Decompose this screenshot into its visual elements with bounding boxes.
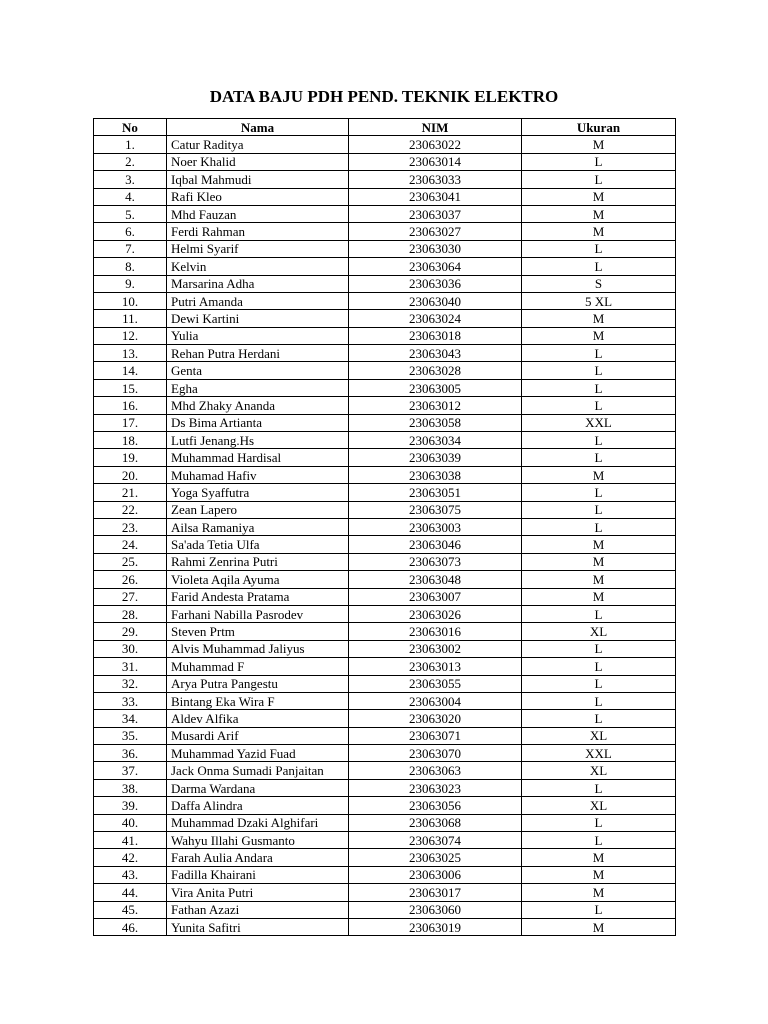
- cell-nim: 23063016: [349, 623, 522, 640]
- cell-ukuran: M: [522, 588, 676, 605]
- cell-nim: 23063074: [349, 832, 522, 849]
- cell-no: 33.: [94, 692, 167, 709]
- table-row: [94, 692, 676, 709]
- cell-nama: Ailsa Ramaniya: [167, 518, 349, 535]
- table-row: [94, 171, 676, 188]
- table-row: [94, 588, 676, 605]
- cell-ukuran: XXL: [522, 414, 676, 431]
- cell-nama: Vira Anita Putri: [167, 884, 349, 901]
- cell-nama: Muhamad Hafiv: [167, 466, 349, 483]
- cell-ukuran: L: [522, 692, 676, 709]
- cell-nim: 23063048: [349, 571, 522, 588]
- table-row: [94, 745, 676, 762]
- cell-ukuran: M: [522, 884, 676, 901]
- cell-nim: 23063027: [349, 223, 522, 240]
- cell-no: 23.: [94, 518, 167, 535]
- cell-no: 10.: [94, 292, 167, 309]
- cell-nim: 23063070: [349, 745, 522, 762]
- cell-ukuran: M: [522, 136, 676, 153]
- table-row: [94, 866, 676, 883]
- table-row: [94, 901, 676, 918]
- cell-nama: Rehan Putra Herdani: [167, 345, 349, 362]
- cell-no: 9.: [94, 275, 167, 292]
- table-row: [94, 918, 676, 935]
- cell-nama: Jack Onma Sumadi Panjaitan: [167, 762, 349, 779]
- cell-ukuran: L: [522, 153, 676, 170]
- cell-no: 20.: [94, 466, 167, 483]
- table-row: [94, 205, 676, 222]
- table-row: [94, 518, 676, 535]
- cell-no: 24.: [94, 536, 167, 553]
- cell-ukuran: M: [522, 553, 676, 570]
- cell-nim: 23063017: [349, 884, 522, 901]
- cell-nama: Fadilla Khairani: [167, 866, 349, 883]
- cell-no: 19.: [94, 449, 167, 466]
- cell-no: 1.: [94, 136, 167, 153]
- cell-ukuran: XL: [522, 623, 676, 640]
- cell-no: 30.: [94, 640, 167, 657]
- cell-no: 7.: [94, 240, 167, 257]
- cell-nim: 23063014: [349, 153, 522, 170]
- cell-ukuran: M: [522, 849, 676, 866]
- cell-nim: 23063036: [349, 275, 522, 292]
- cell-ukuran: M: [522, 188, 676, 205]
- document-title: DATA BAJU PDH PEND. TEKNIK ELEKTRO: [209, 87, 559, 106]
- cell-nim: 23063018: [349, 327, 522, 344]
- cell-nim: 23063024: [349, 310, 522, 327]
- cell-ukuran: M: [522, 310, 676, 327]
- cell-nama: Arya Putra Pangestu: [167, 675, 349, 692]
- cell-nama: Ferdi Rahman: [167, 223, 349, 240]
- cell-nama: Aldev Alfika: [167, 710, 349, 727]
- cell-nim: 23063058: [349, 414, 522, 431]
- cell-nama: Noer Khalid: [167, 153, 349, 170]
- cell-no: 15.: [94, 379, 167, 396]
- cell-nama: Musardi Arif: [167, 727, 349, 744]
- cell-ukuran: XL: [522, 797, 676, 814]
- cell-ukuran: L: [522, 901, 676, 918]
- cell-ukuran: L: [522, 518, 676, 535]
- table-row: [94, 484, 676, 501]
- cell-nama: Genta: [167, 362, 349, 379]
- cell-no: 21.: [94, 484, 167, 501]
- cell-nama: Wahyu Illahi Gusmanto: [167, 832, 349, 849]
- cell-no: 26.: [94, 571, 167, 588]
- member-size-table: [93, 118, 676, 936]
- cell-nama: Egha: [167, 379, 349, 396]
- table-row: [94, 136, 676, 153]
- cell-nim: 23063055: [349, 675, 522, 692]
- cell-nim: 23063019: [349, 918, 522, 935]
- table-row: [94, 362, 676, 379]
- table-row: [94, 397, 676, 414]
- table-row: [94, 153, 676, 170]
- cell-nim: 23063028: [349, 362, 522, 379]
- cell-ukuran: XL: [522, 762, 676, 779]
- header-no: No: [94, 119, 167, 136]
- table-row: [94, 762, 676, 779]
- table-row: [94, 797, 676, 814]
- cell-ukuran: L: [522, 675, 676, 692]
- cell-no: 4.: [94, 188, 167, 205]
- cell-no: 40.: [94, 814, 167, 831]
- table-row: [94, 188, 676, 205]
- cell-nama: Putri Amanda: [167, 292, 349, 309]
- cell-ukuran: M: [522, 571, 676, 588]
- cell-nim: 23063005: [349, 379, 522, 396]
- cell-ukuran: L: [522, 658, 676, 675]
- cell-nama: Rafi Kleo: [167, 188, 349, 205]
- cell-nim: 23063007: [349, 588, 522, 605]
- cell-nama: Muhammad F: [167, 658, 349, 675]
- cell-nim: 23063023: [349, 779, 522, 796]
- table-header-row: [94, 119, 676, 136]
- table-row: [94, 640, 676, 657]
- cell-nama: Fathan Azazi: [167, 901, 349, 918]
- cell-no: 18.: [94, 432, 167, 449]
- cell-no: 17.: [94, 414, 167, 431]
- cell-no: 37.: [94, 762, 167, 779]
- cell-nama: Sa'ada Tetia Ulfa: [167, 536, 349, 553]
- cell-no: 32.: [94, 675, 167, 692]
- cell-nama: Iqbal Mahmudi: [167, 171, 349, 188]
- cell-nama: Marsarina Adha: [167, 275, 349, 292]
- table-row: [94, 658, 676, 675]
- table-row: [94, 553, 676, 570]
- cell-ukuran: L: [522, 640, 676, 657]
- table-row: [94, 466, 676, 483]
- cell-no: 28.: [94, 605, 167, 622]
- cell-no: 46.: [94, 918, 167, 935]
- table-row: [94, 675, 676, 692]
- cell-no: 45.: [94, 901, 167, 918]
- cell-ukuran: L: [522, 379, 676, 396]
- cell-nama: Violeta Aqila Ayuma: [167, 571, 349, 588]
- table-row: [94, 501, 676, 518]
- table-row: [94, 884, 676, 901]
- table-row: [94, 275, 676, 292]
- cell-nama: Farhani Nabilla Pasrodev: [167, 605, 349, 622]
- cell-nama: Yunita Safitri: [167, 918, 349, 935]
- cell-nama: Ds Bima Artianta: [167, 414, 349, 431]
- cell-nim: 23063056: [349, 797, 522, 814]
- cell-ukuran: M: [522, 223, 676, 240]
- cell-no: 12.: [94, 327, 167, 344]
- cell-nim: 23063002: [349, 640, 522, 657]
- cell-ukuran: L: [522, 832, 676, 849]
- table-row: [94, 849, 676, 866]
- cell-nim: 23063033: [349, 171, 522, 188]
- cell-nama: Zean Lapero: [167, 501, 349, 518]
- cell-ukuran: M: [522, 205, 676, 222]
- cell-ukuran: L: [522, 484, 676, 501]
- cell-no: 14.: [94, 362, 167, 379]
- cell-nama: Daffa Alindra: [167, 797, 349, 814]
- cell-nim: 23063043: [349, 345, 522, 362]
- cell-nama: Darma Wardana: [167, 779, 349, 796]
- cell-nama: Steven Prtm: [167, 623, 349, 640]
- cell-nim: 23063073: [349, 553, 522, 570]
- cell-ukuran: L: [522, 814, 676, 831]
- table-row: [94, 414, 676, 431]
- cell-nim: 23063030: [349, 240, 522, 257]
- cell-nama: Yulia: [167, 327, 349, 344]
- cell-ukuran: M: [522, 866, 676, 883]
- cell-nama: Lutfi Jenang.Hs: [167, 432, 349, 449]
- cell-ukuran: M: [522, 918, 676, 935]
- cell-ukuran: L: [522, 449, 676, 466]
- cell-ukuran: L: [522, 258, 676, 275]
- table-row: [94, 379, 676, 396]
- cell-nama: Dewi Kartini: [167, 310, 349, 327]
- cell-no: 43.: [94, 866, 167, 883]
- cell-nim: 23063041: [349, 188, 522, 205]
- table-row: [94, 240, 676, 257]
- table-row: [94, 536, 676, 553]
- table-row: [94, 223, 676, 240]
- cell-ukuran: M: [522, 536, 676, 553]
- cell-nama: Helmi Syarif: [167, 240, 349, 257]
- cell-nim: 23063064: [349, 258, 522, 275]
- table-row: [94, 327, 676, 344]
- header-ukuran: Ukuran: [522, 119, 676, 136]
- cell-nama: Farid Andesta Pratama: [167, 588, 349, 605]
- cell-ukuran: L: [522, 605, 676, 622]
- cell-no: 27.: [94, 588, 167, 605]
- cell-ukuran: L: [522, 397, 676, 414]
- cell-nim: 23063037: [349, 205, 522, 222]
- cell-no: 29.: [94, 623, 167, 640]
- table-row: [94, 605, 676, 622]
- cell-nama: Farah Aulia Andara: [167, 849, 349, 866]
- cell-nama: Bintang Eka Wira F: [167, 692, 349, 709]
- cell-no: 6.: [94, 223, 167, 240]
- table-row: [94, 258, 676, 275]
- cell-nim: 23063006: [349, 866, 522, 883]
- table-header: [94, 119, 676, 136]
- cell-nama: Muhammad Yazid Fuad: [167, 745, 349, 762]
- cell-nama: Catur Raditya: [167, 136, 349, 153]
- table-row: [94, 432, 676, 449]
- cell-nim: 23063026: [349, 605, 522, 622]
- cell-no: 42.: [94, 849, 167, 866]
- cell-no: 31.: [94, 658, 167, 675]
- cell-nama: Alvis Muhammad Jaliyus: [167, 640, 349, 657]
- cell-nama: Muhammad Dzaki Alghifari: [167, 814, 349, 831]
- header-nim: NIM: [349, 119, 522, 136]
- cell-ukuran: M: [522, 466, 676, 483]
- cell-no: 38.: [94, 779, 167, 796]
- cell-nim: 23063038: [349, 466, 522, 483]
- cell-ukuran: L: [522, 362, 676, 379]
- table-row: [94, 449, 676, 466]
- table-row: [94, 345, 676, 362]
- cell-nama: Mhd Fauzan: [167, 205, 349, 222]
- cell-ukuran: XL: [522, 727, 676, 744]
- cell-ukuran: 5 XL: [522, 292, 676, 309]
- cell-nim: 23063051: [349, 484, 522, 501]
- table-row: [94, 571, 676, 588]
- cell-nama: Kelvin: [167, 258, 349, 275]
- cell-nim: 23063020: [349, 710, 522, 727]
- table-row: [94, 814, 676, 831]
- cell-nim: 23063003: [349, 518, 522, 535]
- cell-nim: 23063040: [349, 292, 522, 309]
- cell-nim: 23063012: [349, 397, 522, 414]
- cell-nim: 23063039: [349, 449, 522, 466]
- cell-nim: 23063013: [349, 658, 522, 675]
- table-row: [94, 292, 676, 309]
- table-row: [94, 310, 676, 327]
- cell-ukuran: L: [522, 432, 676, 449]
- cell-nim: 23063025: [349, 849, 522, 866]
- cell-no: 36.: [94, 745, 167, 762]
- cell-nama: Rahmi Zenrina Putri: [167, 553, 349, 570]
- cell-nim: 23063068: [349, 814, 522, 831]
- cell-nama: Mhd Zhaky Ananda: [167, 397, 349, 414]
- cell-nim: 23063075: [349, 501, 522, 518]
- cell-no: 3.: [94, 171, 167, 188]
- cell-ukuran: L: [522, 779, 676, 796]
- cell-nim: 23063022: [349, 136, 522, 153]
- cell-no: 39.: [94, 797, 167, 814]
- cell-no: 25.: [94, 553, 167, 570]
- header-nama: Nama: [167, 119, 349, 136]
- cell-no: 34.: [94, 710, 167, 727]
- cell-ukuran: L: [522, 171, 676, 188]
- cell-no: 5.: [94, 205, 167, 222]
- cell-no: 11.: [94, 310, 167, 327]
- table-row: [94, 779, 676, 796]
- cell-nim: 23063063: [349, 762, 522, 779]
- cell-nim: 23063004: [349, 692, 522, 709]
- cell-no: 16.: [94, 397, 167, 414]
- cell-ukuran: S: [522, 275, 676, 292]
- cell-nim: 23063046: [349, 536, 522, 553]
- cell-ukuran: M: [522, 327, 676, 344]
- table-body: [94, 136, 676, 936]
- cell-no: 35.: [94, 727, 167, 744]
- cell-no: 2.: [94, 153, 167, 170]
- cell-ukuran: L: [522, 710, 676, 727]
- cell-ukuran: L: [522, 501, 676, 518]
- cell-nim: 23063071: [349, 727, 522, 744]
- table-row: [94, 623, 676, 640]
- cell-no: 8.: [94, 258, 167, 275]
- table-row: [94, 832, 676, 849]
- cell-nama: Muhammad Hardisal: [167, 449, 349, 466]
- cell-nim: 23063034: [349, 432, 522, 449]
- cell-ukuran: L: [522, 240, 676, 257]
- cell-no: 13.: [94, 345, 167, 362]
- cell-no: 44.: [94, 884, 167, 901]
- table-row: [94, 727, 676, 744]
- cell-ukuran: L: [522, 345, 676, 362]
- cell-nim: 23063060: [349, 901, 522, 918]
- table-row: [94, 710, 676, 727]
- cell-ukuran: XXL: [522, 745, 676, 762]
- cell-nama: Yoga Syaffutra: [167, 484, 349, 501]
- cell-no: 22.: [94, 501, 167, 518]
- cell-no: 41.: [94, 832, 167, 849]
